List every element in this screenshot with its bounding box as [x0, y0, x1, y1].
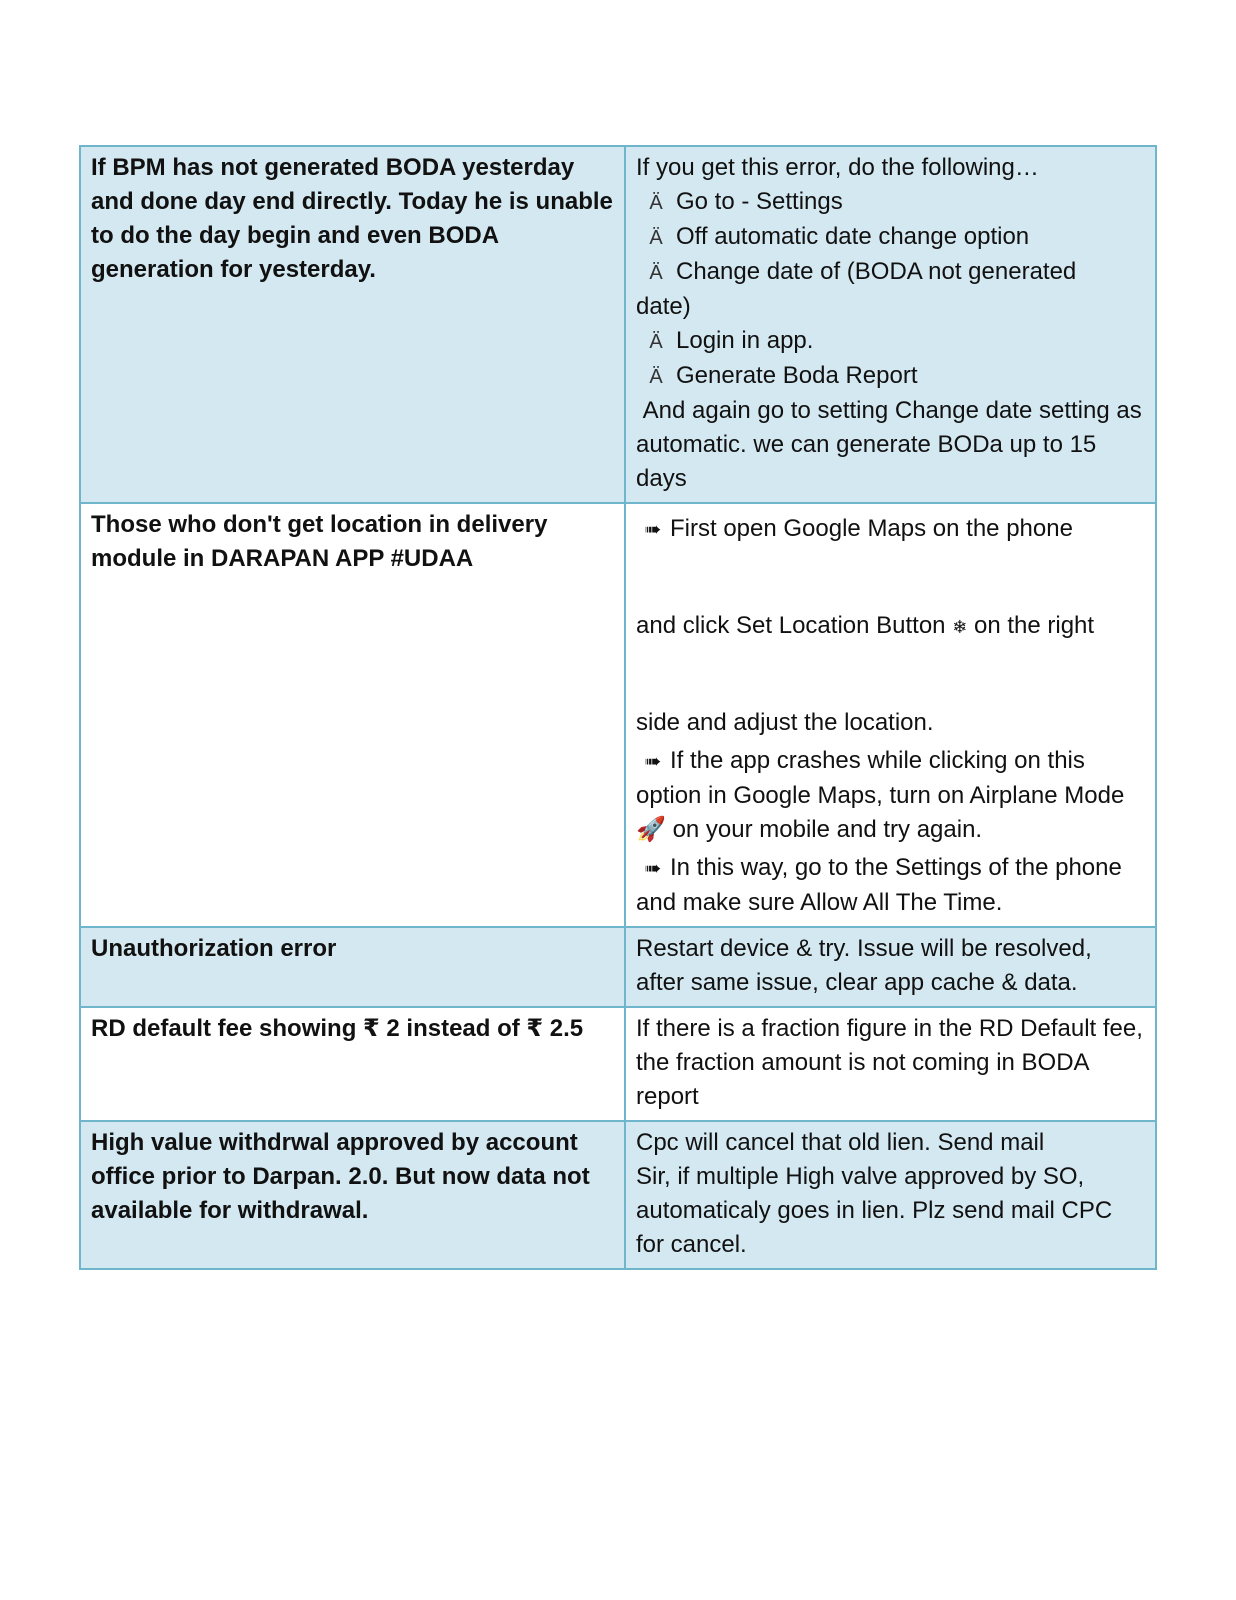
- list-item: Ä Generate Boda Report: [636, 359, 1145, 394]
- rocket-icon: 🚀: [636, 816, 666, 843]
- table-row: [80, 1121, 1156, 1269]
- answer-cell: [625, 146, 1156, 503]
- question-cell: Unauthorization error: [80, 927, 625, 1007]
- step-bullet-icon: Ä: [649, 192, 663, 214]
- step-bullet-icon: Ä: [649, 262, 663, 284]
- table-row: [80, 146, 1156, 503]
- arrow-icon: ➠: [644, 519, 662, 541]
- step-bullet-icon: Ä: [649, 366, 663, 388]
- answer-cell: If there is a fraction figure in the RD Default fee, the fraction amount is not coming in BODA report: [625, 1007, 1156, 1121]
- answer-intro: If you get this error, do the following…: [636, 154, 1039, 181]
- answer-line: and click Set Location Button ❄ on the right: [636, 612, 1095, 639]
- table-row: [80, 1007, 1156, 1121]
- answer-line: Cpc will cancel that old lien. Send mail: [636, 1129, 1045, 1156]
- answer-line: side and adjust the location.: [636, 709, 934, 736]
- answer-outro: And again go to setting Change date setting as automatic. we can generate BODa up to 15 days: [636, 397, 1149, 492]
- question-cell: Those who don't get location in delivery module in DARAPAN APP #UDAA: [80, 503, 625, 927]
- list-item: Ä Login in app.: [636, 324, 1145, 359]
- table-row: [80, 503, 1156, 927]
- list-item: ➠ In this way, go to the Settings of the phone and make sure Allow All The Time.: [636, 854, 1122, 916]
- list-item: ➠ First open Google Maps on the phone: [636, 512, 1145, 547]
- step-bullet-icon: Ä: [649, 331, 663, 353]
- faq-table: [79, 145, 1157, 1270]
- arrow-icon: ➠: [644, 751, 662, 773]
- step-continuation: date): [636, 293, 691, 320]
- arrow-icon: ➠: [644, 858, 662, 880]
- question-cell: If BPM has not generated BODA yesterday and done day end directly. Today he is unable to do the day begin and even BODA generation for yesterday.: [80, 146, 625, 503]
- list-item: Ä Go to - Settings: [636, 185, 1145, 220]
- answer-cell: [625, 1121, 1156, 1269]
- list-item: Ä Change date of (BODA not generated: [636, 255, 1145, 290]
- step-bullet-icon: Ä: [649, 227, 663, 249]
- list-item: Ä Off automatic date change option: [636, 220, 1145, 255]
- list-item: ➠ If the app crashes while clicking on this option in Google Maps, turn on Airplane Mode 🚀 on your mobile and try again.: [636, 747, 1125, 843]
- question-cell: High value withdrwal approved by account office prior to Darpan. 2.0. But now data not available for withdrawal.: [80, 1121, 625, 1269]
- answer-cell: [625, 503, 1156, 927]
- table-row: [80, 927, 1156, 1007]
- answer-line: Sir, if multiple High valve approved by SO, automaticaly goes in lien. Plz send mail CPC for cancel.: [636, 1163, 1113, 1258]
- answer-cell: Restart device & try. Issue will be resolved, after same issue, clear app cache & data.: [625, 927, 1156, 1007]
- question-cell: RD default fee showing ₹ 2 instead of ₹ 2.5: [80, 1007, 625, 1121]
- location-button-icon: ❄: [952, 617, 968, 637]
